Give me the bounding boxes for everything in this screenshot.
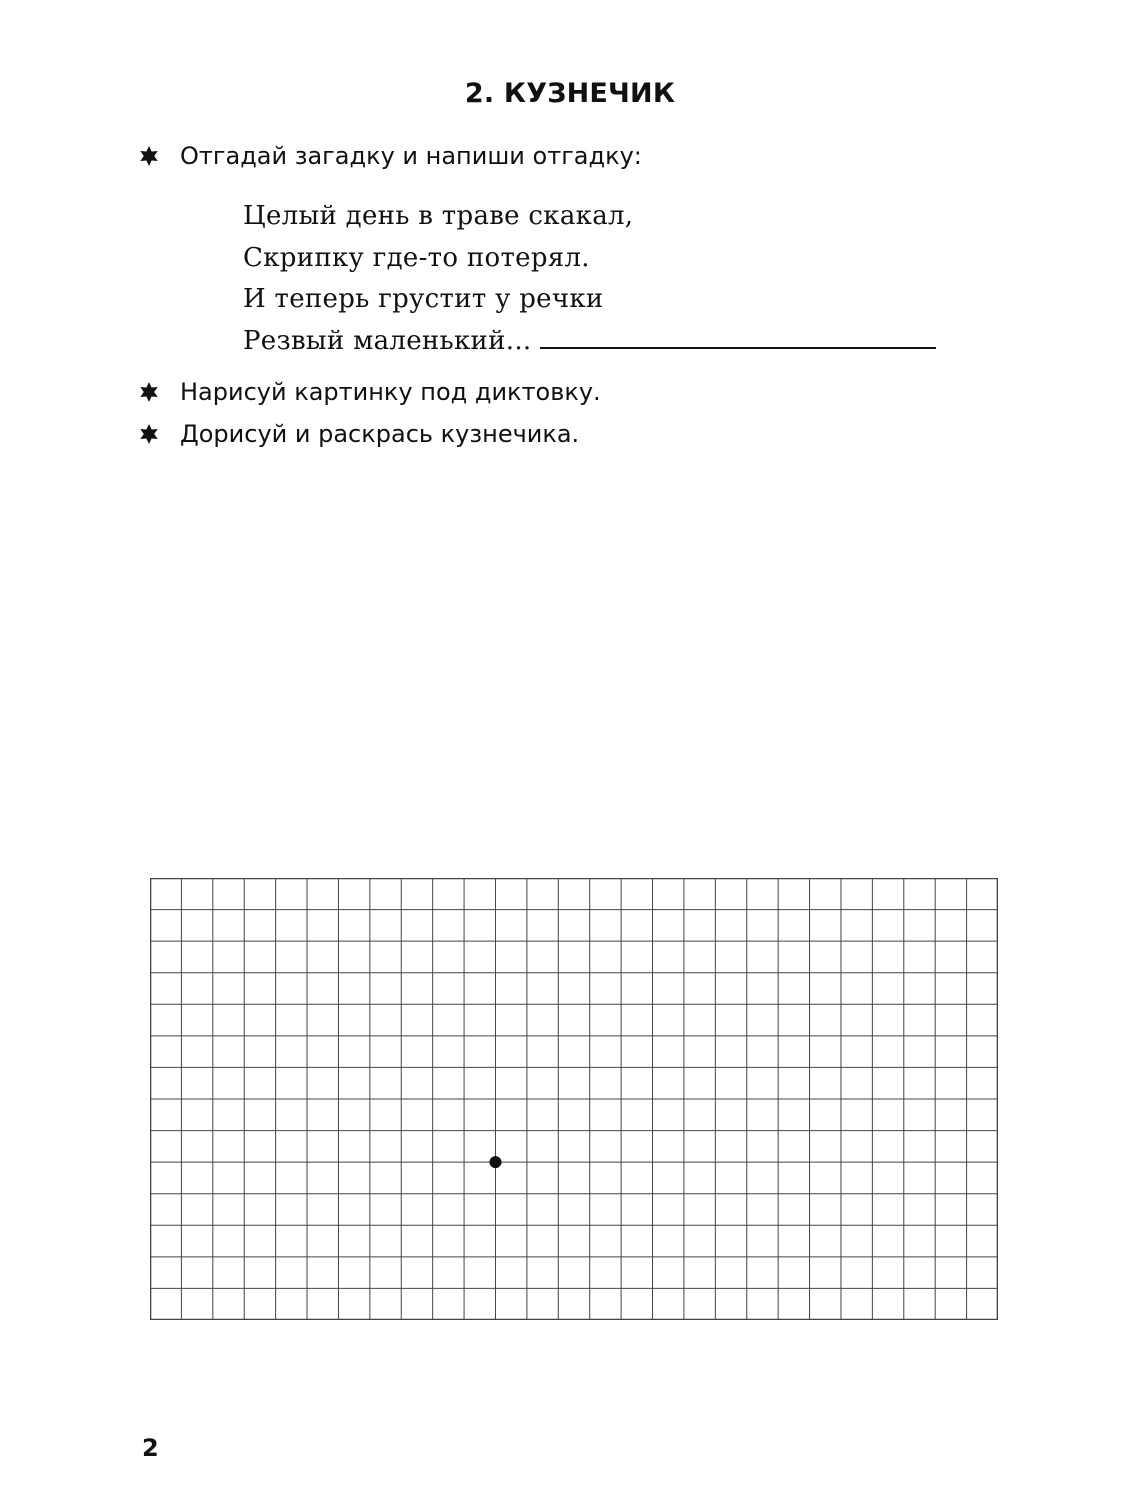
riddle-line-3: И теперь грустит у речки	[243, 284, 604, 314]
page-number: 2	[142, 1434, 159, 1462]
star-bullet-icon	[138, 381, 160, 403]
task-text: Отгадай загадку и напиши отгадку:	[180, 142, 642, 170]
star-bullet-icon	[138, 423, 160, 445]
riddle-line-2: Скрипку где-то потерял.	[243, 242, 590, 273]
task-text: Нарисуй картинку под диктовку.	[180, 378, 601, 406]
task-text: Дорисуй и раскрась кузнечика.	[180, 420, 580, 448]
riddle-line-4-wrap	[243, 321, 936, 363]
page-title: 2. КУЗНЕЧИК	[464, 78, 676, 109]
riddle-line-4: Резвый маленький...	[243, 325, 532, 356]
grid-canvas[interactable]	[150, 878, 998, 1320]
riddle-poem	[243, 196, 936, 362]
task-dictation-instruction	[138, 378, 601, 406]
start-dot	[489, 1156, 501, 1168]
task-riddle-instruction	[138, 142, 642, 170]
drawing-grid[interactable]	[150, 878, 998, 1320]
task-color-instruction	[138, 420, 579, 448]
answer-blank-line[interactable]	[540, 321, 936, 349]
riddle-line-1: Целый день в траве скакал,	[243, 201, 634, 231]
star-bullet-icon	[138, 145, 160, 167]
